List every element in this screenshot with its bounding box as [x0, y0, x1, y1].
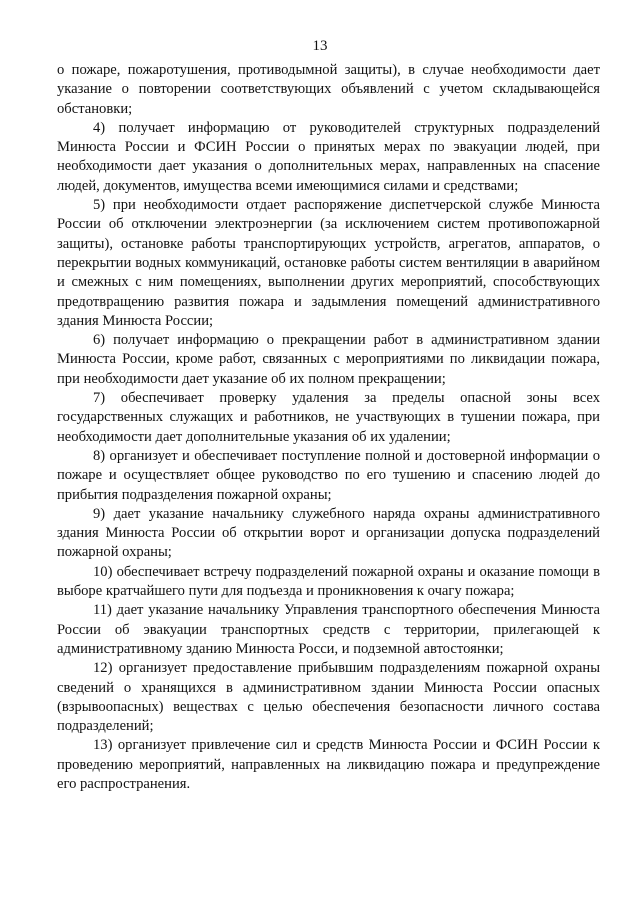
- paragraph-item-7: 7) обеспечивает проверку удаления за пределы опасной зоны всех государственных служащих и работников, не участвующих в тушении пожара, при необходимости дает дополнительные указания об их удалении;: [57, 390, 600, 445]
- paragraph-item-13: 13) организует привлечение сил и средств Минюста России и ФСИН России к проведению мероприятий, направленных на ликвидацию пожара и предупреждение его распространения.: [57, 737, 600, 792]
- paragraph-item-5: 5) при необходимости отдает распоряжение диспетчерской службе Минюста России об отключении электроэнергии (за исключением систем противопожарной защиты), остановке работы транспортирующих устройств, агрегатов, аппаратов, о перекрытии водных коммуникаций, остановке работы систем вентиляции в аварийном и смежных с ним помещениях, выполнении других мероприятий, способствующих предотвращению развития пожара и задымления помещений административного здания Минюста России;: [57, 197, 600, 329]
- paragraph-item-8: 8) организует и обеспечивает поступление полной и достоверной информации о пожаре и осуществляет общее руководство по его тушению и спасению людей до прибытия подразделения пожарной охраны;: [57, 447, 600, 503]
- paragraph-continuation: о пожаре, пожаротушения, противодымной защиты), в случае необходимости дает указание о повторении соответствующих объявлений с учетом складывающейся обстановки;: [57, 62, 600, 117]
- paragraph-item-4: 4) получает информацию от руководителей структурных подразделений Минюста России и ФСИН России о принятых мерах по эвакуации людей, при необходимости дает указания о дополнительных мерах, направленных на спасение людей, документов, имущества всеми имеющимися силами и средствами;: [57, 119, 600, 194]
- page-number: 13: [312, 38, 328, 54]
- paragraph-item-9: 9) дает указание начальнику служебного наряда охраны административного здания Минюста России об открытии ворот и организации допуска подразделений пожарной охраны;: [57, 505, 600, 561]
- paragraph-item-6: 6) получает информацию о прекращении работ в административном здании Минюста России, кроме работ, связанных с мероприятиями по ликвидации пожара, при необходимости дает указание об их полном прекращении;: [57, 332, 600, 387]
- paragraph-item-11: 11) дает указание начальнику Управления транспортного обеспечения Минюста России об эвакуации транспортных средств с территории, прилегающей к административному зданию Минюста Росси, и подземной автостоянки;: [57, 602, 600, 657]
- paragraph-item-12: 12) организует предоставление прибывшим подразделениям пожарной охраны сведений о хранящихся в административном здании Минюста России опасных (взрывоопасных) веществах с целью обеспечения безопасности личного состава подразделений;: [57, 660, 600, 735]
- document-body: [57, 61, 600, 794]
- paragraph-item-10: 10) обеспечивает встречу подразделений пожарной охраны и оказание помощи в выборе кратчайшего пути для подъезда и проникновения к очагу пожара;: [57, 563, 600, 600]
